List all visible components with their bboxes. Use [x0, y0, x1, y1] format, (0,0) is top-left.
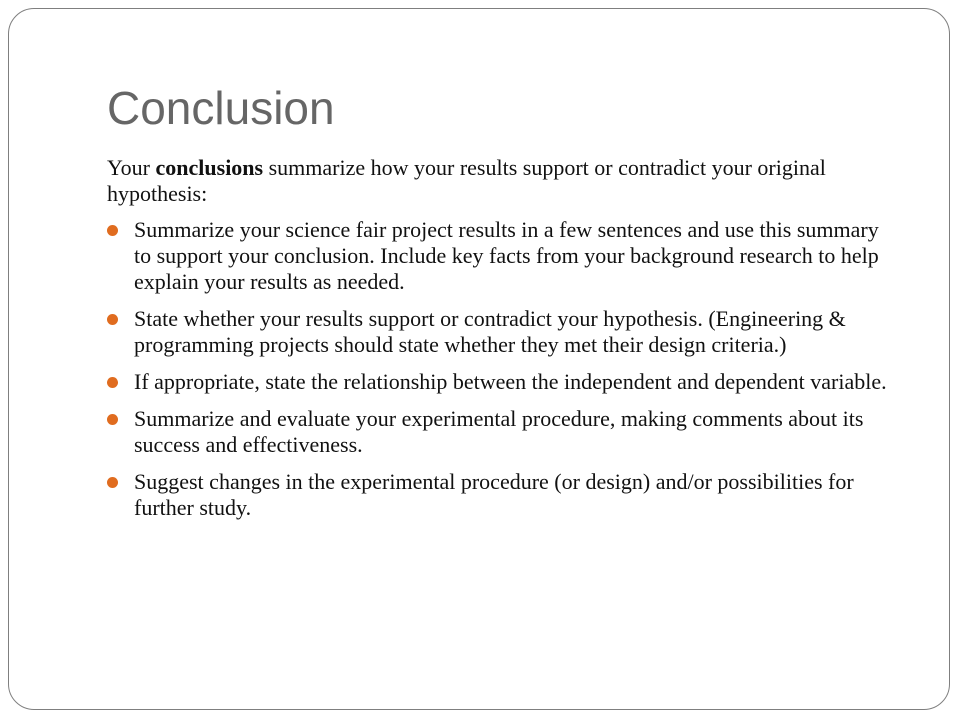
bullet-item [107, 469, 887, 521]
intro-text-after: summarize how your results support or contradict your original hypothesis: [107, 155, 826, 206]
bullet-text: If appropriate, state the relationship between the independent and dependent variable. [134, 369, 887, 394]
bullet-dot-icon [107, 314, 118, 325]
bullet-text: Suggest changes in the experimental procedure (or design) and/or possibilities for further study. [134, 469, 854, 520]
bullet-dot-icon [107, 477, 118, 488]
bullet-list [107, 217, 887, 521]
bullet-item [107, 217, 887, 295]
intro-paragraph [107, 155, 887, 207]
bullet-text: State whether your results support or contradict your hypothesis. (Engineering & programming projects should state whether they met their design criteria.) [134, 306, 846, 357]
bullet-dot-icon [107, 377, 118, 388]
bullet-item [107, 306, 887, 358]
intro-text-before: Your [107, 155, 156, 180]
bullet-text: Summarize and evaluate your experimental procedure, making comments about its success and effectiveness. [134, 406, 864, 457]
bullet-dot-icon [107, 225, 118, 236]
intro-bold-term: conclusions [155, 155, 264, 180]
slide-body [107, 155, 887, 532]
slide-title: Conclusion [107, 82, 335, 134]
bullet-item [107, 369, 887, 395]
bullet-dot-icon [107, 414, 118, 425]
bullet-text: Summarize your science fair project results in a few sentences and use this summary to support your conclusion. Include key facts from your background research to help explain your results as needed. [134, 217, 879, 294]
bullet-item [107, 406, 887, 458]
